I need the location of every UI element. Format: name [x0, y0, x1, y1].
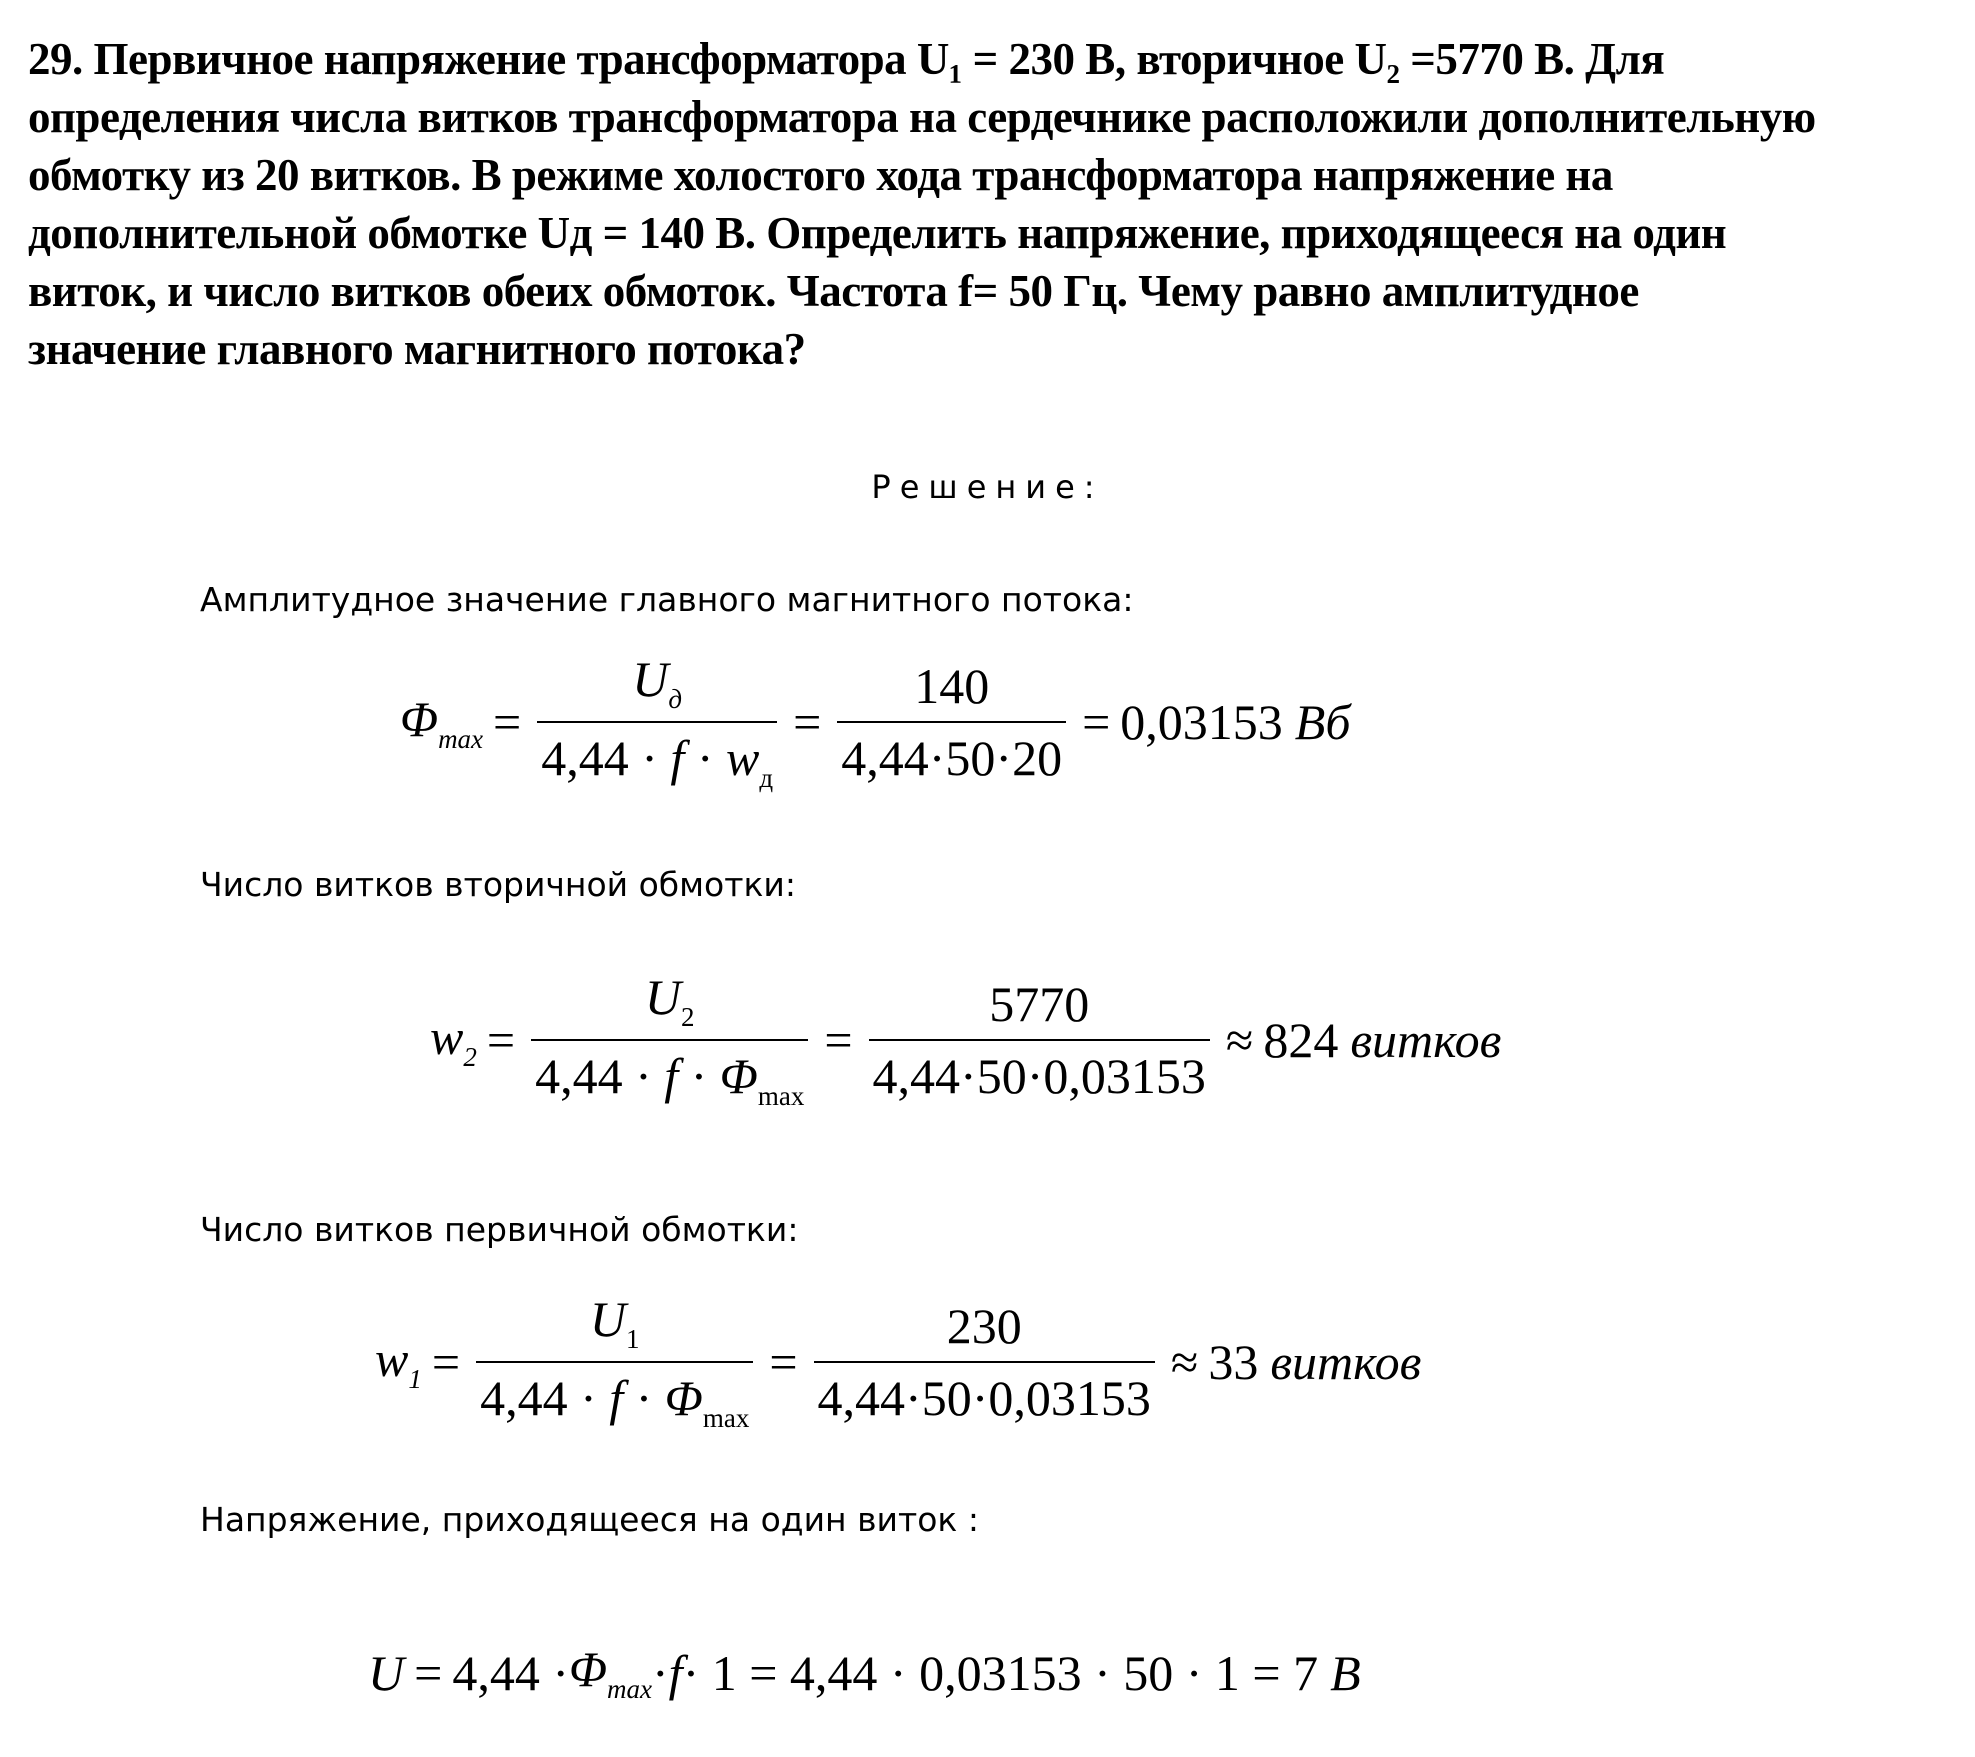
solution-heading: Решение: [871, 468, 1104, 506]
fraction-symbolic: $\frac{U_2}{4,44 \cdot f \cdot \Phi_{max}}$ [531, 968, 808, 1112]
formula-result: 824 [1263, 1012, 1339, 1068]
problem-line: виток, и число витков обеих обмоток. Частота f= 50 Гц. Чему равно амплитудное [28, 266, 1639, 316]
formula-unit: В [1330, 1644, 1361, 1701]
problem-line: значение главного магнитного потока? [28, 324, 806, 374]
step-label-voltage-per-turn: Напряжение, приходящееся на один виток : [200, 1500, 979, 1539]
problem-text: Первичное напряжение трансформатора U₁ = 230 В, вторичное U₂ =5770 В. Для [93, 34, 1665, 84]
formula-lhs: $\Phi_{max}$ [400, 690, 484, 754]
fraction-symbolic: $\frac{U_д}{4,44 \cdot f \cdot w_д}$ [537, 650, 777, 794]
formula-flux: $\Phi_{max}$ = $\frac{U_д}{4,44 \cdot f \cdot w_д}$ = $\frac{140}{4,44\cdot 50\cdot 20}$ = 0,03153 Вб [400, 651, 1351, 793]
fraction-numeric: $\frac{5770}{4,44\cdot 50\cdot 0,03153}$ [869, 975, 1210, 1105]
problem-line: дополнительной обмотке Uд = 140 В. Определить напряжение, приходящееся на один [28, 208, 1727, 258]
formula-secondary-turns: $w_2$ = $\frac{U_2}{4,44 \cdot f \cdot \Phi_{max}}$ = $\frac{5770}{4,44\cdot 50\cdot 0,03153}$ ≈ 824 витков [430, 969, 1502, 1111]
formula-primary-turns: $w_1$ = $\frac{U_1}{4,44 \cdot f \cdot \Phi_{max}}$ = $\frac{230}{4,44\cdot 50\cdot 0,03153}$ ≈ 33 витков [375, 1291, 1422, 1433]
problem-number: 29. [28, 34, 83, 84]
formula-unit: витков [1270, 1334, 1422, 1390]
problem-statement [28, 30, 1958, 378]
problem-line [28, 30, 1958, 88]
step-label-secondary-turns: Число витков вторичной обмотки: [200, 865, 796, 904]
formula-result: 33 [1208, 1334, 1259, 1390]
formula-unit: витков [1350, 1012, 1502, 1068]
problem-line: обмотку из 20 витков. В режиме холостого хода трансформатора напряжение на [28, 150, 1613, 200]
step-label-primary-turns: Число витков первичной обмотки: [200, 1210, 799, 1249]
fraction-numeric: $\frac{230}{4,44\cdot 50\cdot 0,03153}$ [814, 1297, 1155, 1427]
formula-voltage-per-turn: U = 4,44 · $\Phi_{max}$ · f · 1 = 4,44 · 0,03153 · 50 · 1 = 7 В [368, 1641, 1361, 1704]
problem-line: определения числа витков трансформатора на сердечнике расположили дополнительную [28, 92, 1816, 142]
formula-unit: Вб [1294, 694, 1351, 750]
fraction-symbolic: $\frac{U_1}{4,44 \cdot f \cdot \Phi_{max}}$ [476, 1290, 753, 1434]
step-label-flux: Амплитудное значение главного магнитного потока: [200, 580, 1134, 619]
fraction-numeric: $\frac{140}{4,44\cdot 50\cdot 20}$ [837, 657, 1066, 787]
formula-result: 0,03153 [1120, 694, 1283, 750]
formula-lhs: $w_1$ [375, 1330, 422, 1394]
formula-lhs: $w_2$ [430, 1008, 477, 1072]
